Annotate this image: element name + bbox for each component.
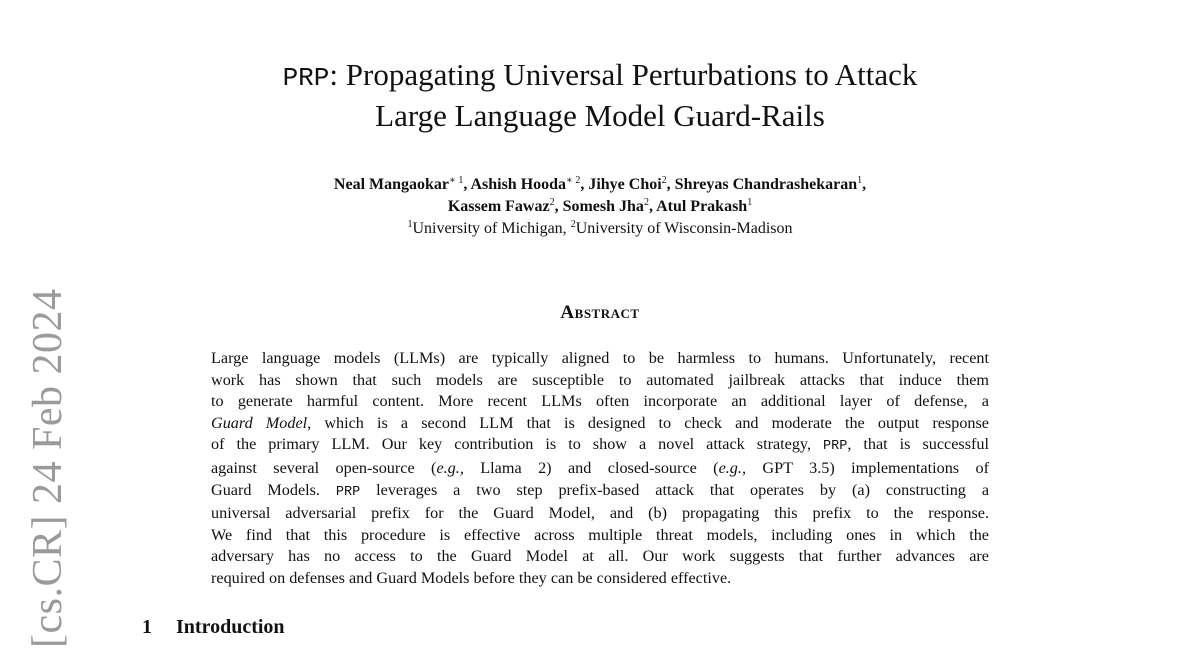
author-sep: ,: [463, 176, 471, 193]
author-sep: ,: [580, 176, 589, 193]
affiliations: [0, 218, 1200, 240]
title-line1: : Propagating Universal Perturbations to Attack: [329, 57, 918, 92]
affiliation-2: University of Wisconsin-Madison: [575, 220, 793, 237]
author-sup: 2: [661, 175, 667, 186]
abstract-line: adversary has no access to the Guard Model at all. Our work suggests that further advances are: [211, 547, 989, 566]
author-list: [0, 174, 1200, 218]
abstract-line: Guard Model, which is a second LLM that is designed to check and moderate the output response: [211, 413, 989, 432]
author-sep: ,: [666, 176, 675, 193]
author-sup: 1: [857, 175, 863, 186]
affil-sup: 2: [570, 219, 576, 230]
abstract-line: required on defenses and Guard Models before they can be considered effective.: [211, 568, 732, 587]
author: Neal Mangaokar: [333, 176, 450, 193]
author-sep: ,: [648, 198, 657, 215]
title-line2: Large Language Model Guard-Rails: [375, 98, 825, 133]
author-sup: ∗ 1: [449, 175, 464, 186]
author-sup: ∗ 2: [566, 175, 581, 186]
abstract-line: work has shown that such models are susceptible to automated jailbreak attacks that induce them: [211, 370, 989, 389]
abstract-line: We find that this procedure is effective across multiple threat models, including ones in which the: [211, 525, 989, 544]
abstract-body: [211, 348, 989, 590]
affil-sup: 1: [407, 219, 413, 230]
abstract-line: universal adversarial prefix for the Guard Model, and (b) propagating this prefix to the response.: [211, 504, 989, 523]
author-sep: ,: [862, 176, 867, 193]
section-number: 1: [142, 616, 152, 638]
abstract-line: Large language models (LLMs) are typically aligned to be harmless to humans. Unfortunately, recent: [211, 349, 989, 367]
author: Jihye Choi: [588, 176, 662, 193]
title-prefix: PRP: [282, 63, 330, 93]
abstract-line: of the primary LLM. Our key contribution is to show a novel attack strategy, PRP, that is successful: [211, 435, 989, 455]
author: Shreyas Chandrashekaran: [674, 176, 858, 193]
author-sup: 1: [747, 197, 753, 208]
paper-title: [0, 56, 1200, 135]
abstract-line: to generate harmful content. More recent LLMs often incorporate an additional layer of defense, a: [211, 392, 989, 411]
abstract-line: against several open-source (e.g., Llama 2) and closed-source (e.g., GPT 3.5) implementations of: [211, 458, 989, 477]
author-sup: 2: [643, 197, 649, 208]
arxiv-stamp-text: [cs.CR] 24 Feb 2024: [25, 288, 71, 648]
author: Somesh Jha: [562, 198, 644, 215]
author: Kassem Fawaz: [447, 198, 550, 215]
author-sep: ,: [554, 198, 563, 215]
section-heading: [142, 616, 285, 639]
abstract-heading: Abstract: [560, 302, 640, 323]
affiliation-1: University of Michigan,: [412, 220, 571, 237]
author: Atul Prakash: [656, 198, 748, 215]
author-sup: 2: [549, 197, 555, 208]
abstract-line: Guard Models. PRP leverages a two step prefix-based attack that operates by (a) constructing a: [211, 480, 989, 500]
section-title: Introduction: [176, 616, 285, 638]
arxiv-sidebar-stamp: [18, 288, 72, 648]
author: Ashish Hooda: [470, 176, 567, 193]
